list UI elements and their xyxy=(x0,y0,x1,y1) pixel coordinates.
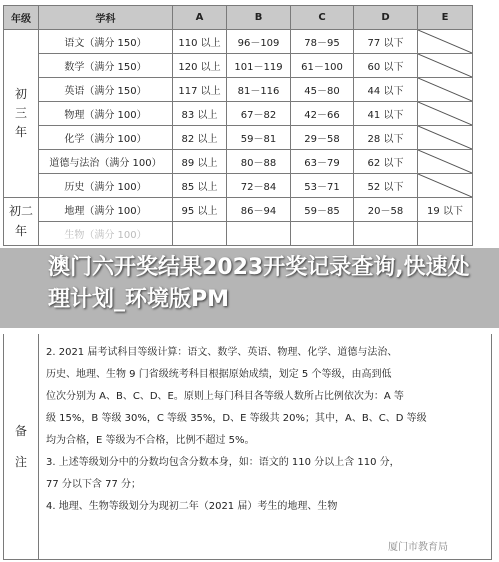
table-row xyxy=(4,174,473,198)
table-row xyxy=(4,198,473,222)
cell-c: 53－71 xyxy=(291,174,354,198)
table-row xyxy=(4,102,473,126)
cell-e-empty xyxy=(418,102,473,126)
cell-d: 60 以下 xyxy=(354,54,418,78)
note-line: 77 分以下含 77 分； xyxy=(46,479,141,490)
cell-a: 82 以上 xyxy=(173,126,227,150)
cell-e-empty xyxy=(418,174,473,198)
grade-label-first xyxy=(4,30,39,198)
cell-d: 41 以下 xyxy=(354,102,418,126)
cell-b: 80－88 xyxy=(227,150,291,174)
cell-subject: 生物（满分 100） xyxy=(39,222,173,246)
cell-a: 85 以上 xyxy=(173,174,227,198)
cell-d: 77 以下 xyxy=(354,30,418,54)
cell-subject: 道德与法治（满分 100） xyxy=(39,150,173,174)
grade-label-text: 初二年 xyxy=(8,204,33,238)
cell-b: 59－81 xyxy=(227,126,291,150)
cell-c: 29－58 xyxy=(291,126,354,150)
cell-e-empty xyxy=(418,126,473,150)
cell-subject: 化学（满分 100） xyxy=(39,126,173,150)
cell-d: 28 以下 xyxy=(354,126,418,150)
cell-c: 78－95 xyxy=(291,30,354,54)
cell-e-empty xyxy=(418,54,473,78)
cell-c: 63－79 xyxy=(291,150,354,174)
notes-label-text: 备注 xyxy=(14,423,27,469)
grade-label-second xyxy=(4,198,39,246)
table-row xyxy=(4,150,473,174)
notes-label xyxy=(4,334,39,560)
note-line: 均为合格，E 等级为不合格，比例不超过 5%。 xyxy=(46,435,255,446)
cell-b xyxy=(227,222,291,246)
note-line: 级 15%，B 等级 30%，C 等级 35%，D、E 等级共 20%；其中，A、B、C、D 等级 xyxy=(46,413,427,424)
cell-b: 81－116 xyxy=(227,78,291,102)
header-d: D xyxy=(354,6,418,30)
table-row xyxy=(4,126,473,150)
header-grade: 年级 xyxy=(4,6,39,30)
cell-a xyxy=(173,222,227,246)
notes-text xyxy=(46,342,486,518)
header-e: E xyxy=(418,6,473,30)
notes-section xyxy=(3,334,492,560)
cell-subject: 物理（满分 100） xyxy=(39,102,173,126)
grade-table xyxy=(3,5,473,246)
header-b: B xyxy=(227,6,291,30)
cell-c xyxy=(291,222,354,246)
cell-c: 42－66 xyxy=(291,102,354,126)
header-c: C xyxy=(291,6,354,30)
cell-a: 117 以上 xyxy=(173,78,227,102)
cell-b: 96－109 xyxy=(227,30,291,54)
grade-label-text: 初三年 xyxy=(14,86,27,140)
cell-a: 95 以上 xyxy=(173,198,227,222)
cell-b: 101－119 xyxy=(227,54,291,78)
cell-a: 120 以上 xyxy=(173,54,227,78)
cell-d xyxy=(354,222,418,246)
note-line: 4. 地理、生物等级划分为现初二年（2021 届）考生的地理、生物 xyxy=(46,501,338,512)
cell-subject: 语文（满分 150） xyxy=(39,30,173,54)
cell-e-empty xyxy=(418,150,473,174)
cell-subject: 历史（满分 100） xyxy=(39,174,173,198)
cell-e xyxy=(418,222,473,246)
cell-b: 67－82 xyxy=(227,102,291,126)
cell-e: 19 以下 xyxy=(418,198,473,222)
cell-b: 86－94 xyxy=(227,198,291,222)
table-row xyxy=(4,78,473,102)
table-row xyxy=(4,222,473,246)
cell-d: 20－58 xyxy=(354,198,418,222)
cell-c: 45－80 xyxy=(291,78,354,102)
cell-subject: 英语（满分 150） xyxy=(39,78,173,102)
note-line: 2. 2021 届考试科目等级计算：语文、数学、英语、物理、化学、道德与法治、 xyxy=(46,347,398,358)
cell-d: 62 以下 xyxy=(354,150,418,174)
table-header-row xyxy=(4,6,473,30)
cell-e-empty xyxy=(418,78,473,102)
cell-b: 72－84 xyxy=(227,174,291,198)
header-a: A xyxy=(173,6,227,30)
table-row xyxy=(4,54,473,78)
cell-subject: 数学（满分 150） xyxy=(39,54,173,78)
cell-d: 52 以下 xyxy=(354,174,418,198)
cell-e-empty xyxy=(418,30,473,54)
cell-subject: 地理（满分 100） xyxy=(39,198,173,222)
cell-a: 83 以上 xyxy=(173,102,227,126)
cell-c: 61－100 xyxy=(291,54,354,78)
note-line: 历史、地理、生物 9 门省级统考科目根据原始成绩，划定 5 个等级，由高到低 xyxy=(46,369,392,380)
cell-a: 110 以上 xyxy=(173,30,227,54)
table-row xyxy=(4,30,473,54)
note-line: 位次分别为 A、B、C、D、E。原则上每门科目各等级人数所占比例依次为：A 等 xyxy=(46,391,404,402)
cell-c: 59－85 xyxy=(291,198,354,222)
cell-d: 44 以下 xyxy=(354,78,418,102)
note-line: 3. 上述等级划分中的分数均包含分数本身，如：语文的 110 分以上含 110 分， xyxy=(46,457,400,468)
cell-a: 89 以上 xyxy=(173,150,227,174)
headline-text: 澳门六开奖结果2023开奖记录查询,快速处理计划_环境版PM xyxy=(48,255,470,312)
header-subject: 学科 xyxy=(39,6,173,30)
watermark-text: 厦门市教育局 xyxy=(388,542,448,553)
